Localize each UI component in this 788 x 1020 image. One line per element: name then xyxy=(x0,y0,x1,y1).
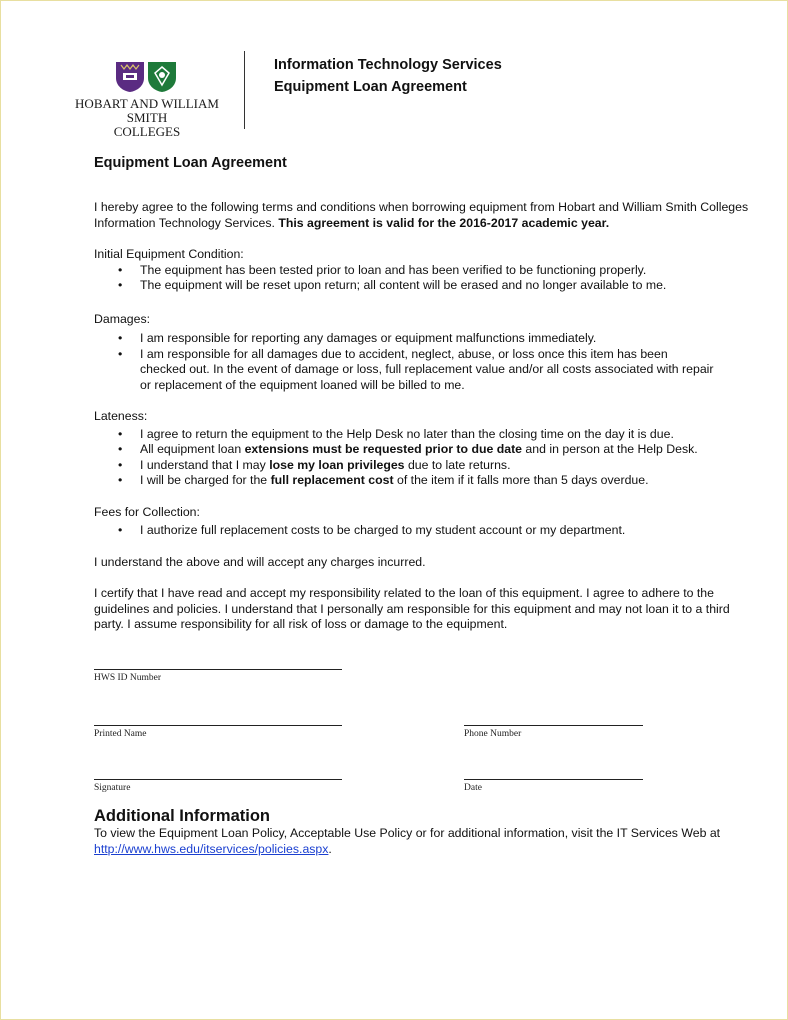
phone-number-caption: Phone Number xyxy=(464,729,522,739)
doc-title: Equipment Loan Agreement xyxy=(94,155,287,171)
list-item: • The equipment has been tested prior to loan and has been verified to be functioning properly. xyxy=(140,263,754,279)
lateness-item4-c: of the item if it falls more than 5 days overdue. xyxy=(393,473,649,487)
additional-info-body: To view the Equipment Loan Policy, Acceptable Use Policy or for additional information, visit the IT Services Web at xyxy=(94,826,721,840)
fees-label: Fees for Collection: xyxy=(94,504,200,519)
date-line[interactable] xyxy=(464,779,643,780)
lateness-item4-bold: full replacement cost xyxy=(270,473,394,487)
policies-link[interactable]: http://www.hws.edu/itservices/policies.aspx xyxy=(94,841,329,856)
lateness-item4-a: I will be charged for the xyxy=(140,473,271,487)
lateness-label: Lateness: xyxy=(94,409,148,423)
phone-number-field[interactable] xyxy=(464,725,643,739)
header-department: Information Technology Services xyxy=(274,57,502,73)
william-smith-shield-icon xyxy=(147,61,177,93)
college-logo xyxy=(55,59,239,139)
additional-info-section xyxy=(94,806,754,857)
condition-list xyxy=(94,263,754,294)
college-name-line2: COLLEGES xyxy=(113,124,181,139)
fees-list xyxy=(94,523,754,539)
date-field[interactable] xyxy=(464,779,643,793)
date-caption: Date xyxy=(464,783,482,793)
hws-id-line[interactable] xyxy=(94,669,342,670)
lateness-item3-a: I understand that I may xyxy=(140,457,270,472)
signature-field[interactable] xyxy=(94,779,342,793)
hws-id-caption: HWS ID Number xyxy=(94,673,162,683)
intro-text: I hereby agree to the following terms and conditions when borrowing equipment from Hobart and William Smith Colleges Information Technology Services. xyxy=(94,200,749,230)
damages-list xyxy=(94,331,754,393)
damages-label: Damages: xyxy=(94,311,151,326)
lateness-list xyxy=(94,427,754,489)
phone-number-line[interactable] xyxy=(464,725,643,726)
certify-statement: I certify that I have read and accept my responsibility related to the loan of this equipment. I agree to adhere to the guidelines and policies. I understand that I personally am responsible for this equipment and may not loan it to a third party. I assume responsibility for all risk of loss or damage to the equipment. xyxy=(94,586,730,631)
college-name xyxy=(55,97,239,139)
list-item: • I am responsible for all damages due to accident, neglect, abuse, or loss once this item has been checked out. In the event of damage or loss, full replacement value and/or all costs associated with repair or replacement of the equipment loaned will be billed to me. xyxy=(140,347,754,394)
printed-name-caption: Printed Name xyxy=(94,729,147,739)
hobart-shield-icon xyxy=(115,61,145,93)
understand-statement: I understand the above and will accept any charges incurred. xyxy=(94,554,426,569)
lateness-item2-bold: extensions must be requested prior to due date xyxy=(244,442,523,456)
condition-label: Initial Equipment Condition: xyxy=(94,247,244,261)
list-item: • The equipment will be reset upon return; all content will be erased and no longer available to me. xyxy=(140,278,754,294)
college-name-line1: HOBART AND WILLIAM SMITH xyxy=(75,96,219,125)
hws-id-field[interactable] xyxy=(94,669,342,683)
additional-info-end: . xyxy=(328,841,332,856)
signature-line[interactable] xyxy=(94,779,342,780)
list-item xyxy=(140,442,754,458)
additional-info-text xyxy=(94,826,754,857)
lateness-item3-bold: lose my loan privileges xyxy=(269,457,405,472)
list-item xyxy=(140,458,754,474)
lateness-item2-c: and in person at the Help Desk. xyxy=(522,442,698,456)
intro-bold-text: This agreement is valid for the 2016-2017 academic year. xyxy=(278,215,610,230)
list-item: • I am responsible for reporting any damages or equipment malfunctions immediately. xyxy=(140,331,754,347)
lateness-item2-a: All equipment loan xyxy=(140,442,245,456)
list-item: • I authorize full replacement costs to be charged to my student account or my department. xyxy=(140,523,754,539)
printed-name-line[interactable] xyxy=(94,725,342,726)
signature-caption: Signature xyxy=(94,783,131,793)
logo-shields xyxy=(115,61,179,95)
lateness-item3-c: due to late returns. xyxy=(404,457,511,472)
list-item: • I agree to return the equipment to the Help Desk no later than the closing time on the day it is due. xyxy=(140,427,754,443)
printed-name-field[interactable] xyxy=(94,725,342,739)
agreement-body xyxy=(94,154,754,633)
list-item xyxy=(140,473,754,489)
header-divider xyxy=(244,51,245,129)
additional-info-title: Additional Information xyxy=(94,807,270,825)
header-form-title: Equipment Loan Agreement xyxy=(274,79,467,95)
intro-paragraph xyxy=(94,200,754,231)
